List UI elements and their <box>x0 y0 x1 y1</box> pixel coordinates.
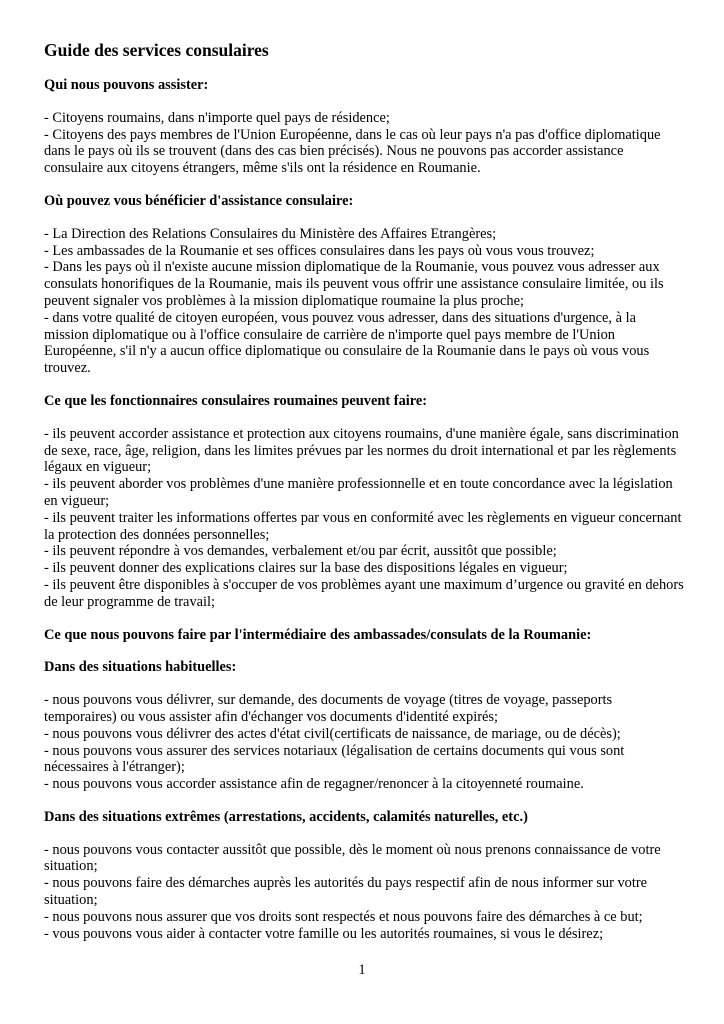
section-heading: Qui nous pouvons assister: <box>44 77 209 93</box>
bullet-item: - ils peuvent traiter les informations offertes par vous en conformité avec les règlements en vigueur concernant la protection des données personnelles; <box>44 509 682 543</box>
document-body <box>44 77 684 942</box>
bullet-item: - nous pouvons vous délivrer, sur demande, des documents de voyage (titres de voyage, passeports temporaires) ou vous assister afin d'échanger vos documents d'identité expirés; <box>44 692 613 725</box>
bullet-item: - ils peuvent répondre à vos demandes, verbalement et/ou par écrit, aussitôt que possible; <box>44 543 557 560</box>
document-page <box>44 40 684 958</box>
bullet-item: - nous pouvons nous assurer que vos droits sont respectés et nous pouvons faire des démarches à ce but; <box>44 908 643 925</box>
bullet-item: - nous pouvons vous accorder assistance afin de regagner/renoncer à la citoyenneté roumaine. <box>44 776 584 793</box>
bullet-item: - ils peuvent aborder vos problèmes d'une manière professionnelle et en toute concordance avec la législation en vigueur; <box>44 476 673 509</box>
bullet-item: - dans votre qualité de citoyen européen, vous pouvez vous adresser, dans des situations d'urgence, à la mission diplomatique ou à l'office consulaire de carrière de n'importe quel pays membre de l'Union Européenne, s'il n'y a aucun office diplomatique ou consulaire de la Roumanie dans le pays où vous vous trouvez. <box>44 309 650 377</box>
section-paragraph <box>44 842 684 943</box>
document-title: Guide des services consulaires <box>44 40 269 60</box>
bullet-item: - La Direction des Relations Consulaires du Ministère des Affaires Etrangères; <box>44 225 497 242</box>
bullet-item: - nous pouvons vous assurer des services notariaux (légalisation de certains documents qui vous sont nécessaires à l'étranger); <box>44 742 625 776</box>
section-heading: Dans des situations habituelles: <box>44 659 237 676</box>
section-paragraph <box>44 692 684 793</box>
section-paragraph <box>44 426 684 611</box>
bullet-item: - ils peuvent être disponibles à s'occuper de vos problèmes ayant une maximum d’urgence ou gravité en dehors de leur programme de travail; <box>44 576 684 610</box>
page-number: 1 <box>358 962 366 978</box>
section-heading: Ce que nous pouvons faire par l'intermédiaire des ambassades/consulats de la Roumanie: <box>44 626 592 643</box>
section-heading: Où pouvez vous bénéficier d'assistance consulaire: <box>44 192 354 209</box>
bullet-item: - Les ambassades de la Roumanie et ses offices consulaires dans les pays où vous vous trouvez; <box>44 242 595 259</box>
bullet-item: - vous pouvons vous aider à contacter votre famille ou les autorités roumaines, si vous le désirez; <box>44 925 604 942</box>
section-paragraph <box>44 110 684 177</box>
section-paragraph <box>44 226 684 377</box>
section-heading: Ce que les fonctionnaires consulaires roumaines peuvent faire: <box>44 392 428 409</box>
bullet-item: - Dans les pays où il n'existe aucune mission diplomatique de la Roumanie, vous pouvez vous adresser aux consulats honorifiques de la Roumanie, mais ils peuvent vous offrir une assistance consulaire limitée, ou ils peuvent signaler vos problèmes à la mission diplomatique roumaine la plus proche; <box>44 259 664 309</box>
bullet-item: - ils peuvent donner des explications claires sur la base des dispositions légales en vigueur; <box>44 560 568 577</box>
bullet-item: - nous pouvons vous contacter aussitôt que possible, dès le moment où nous prenons connaissance de votre situation; <box>44 841 661 875</box>
bullet-item: - nous pouvons vous délivrer des actes d'état civil(certificats de naissance, de mariage, ou de décès); <box>44 725 621 742</box>
section-heading: Dans des situations extrêmes (arrestations, accidents, calamités naturelles, etc.) <box>44 808 528 825</box>
bullet-item: - Citoyens des pays membres de l'Union Européenne, dans le cas où leur pays n'a pas d'office diplomatique dans le pays où ils se trouvent (dans des cas bien précisés). Nous ne pouvons pas accorder assistance consulaire aux citoyens étrangers, même s'ils ont la résidence en Roumanie. <box>44 126 661 177</box>
bullet-item: - Citoyens roumains, dans n'importe quel pays de résidence; <box>44 109 390 126</box>
bullet-item: - nous pouvons faire des démarches auprès les autorités du pays respectif afin de nous informer sur votre situation; <box>44 875 648 909</box>
bullet-item: - ils peuvent accorder assistance et protection aux citoyens roumains, d'une manière égale, sans discrimination de sexe, race, âge, religion, dans les limites prévues par les normes du droit international et par les règlements légaux en vigueur; <box>44 425 679 476</box>
